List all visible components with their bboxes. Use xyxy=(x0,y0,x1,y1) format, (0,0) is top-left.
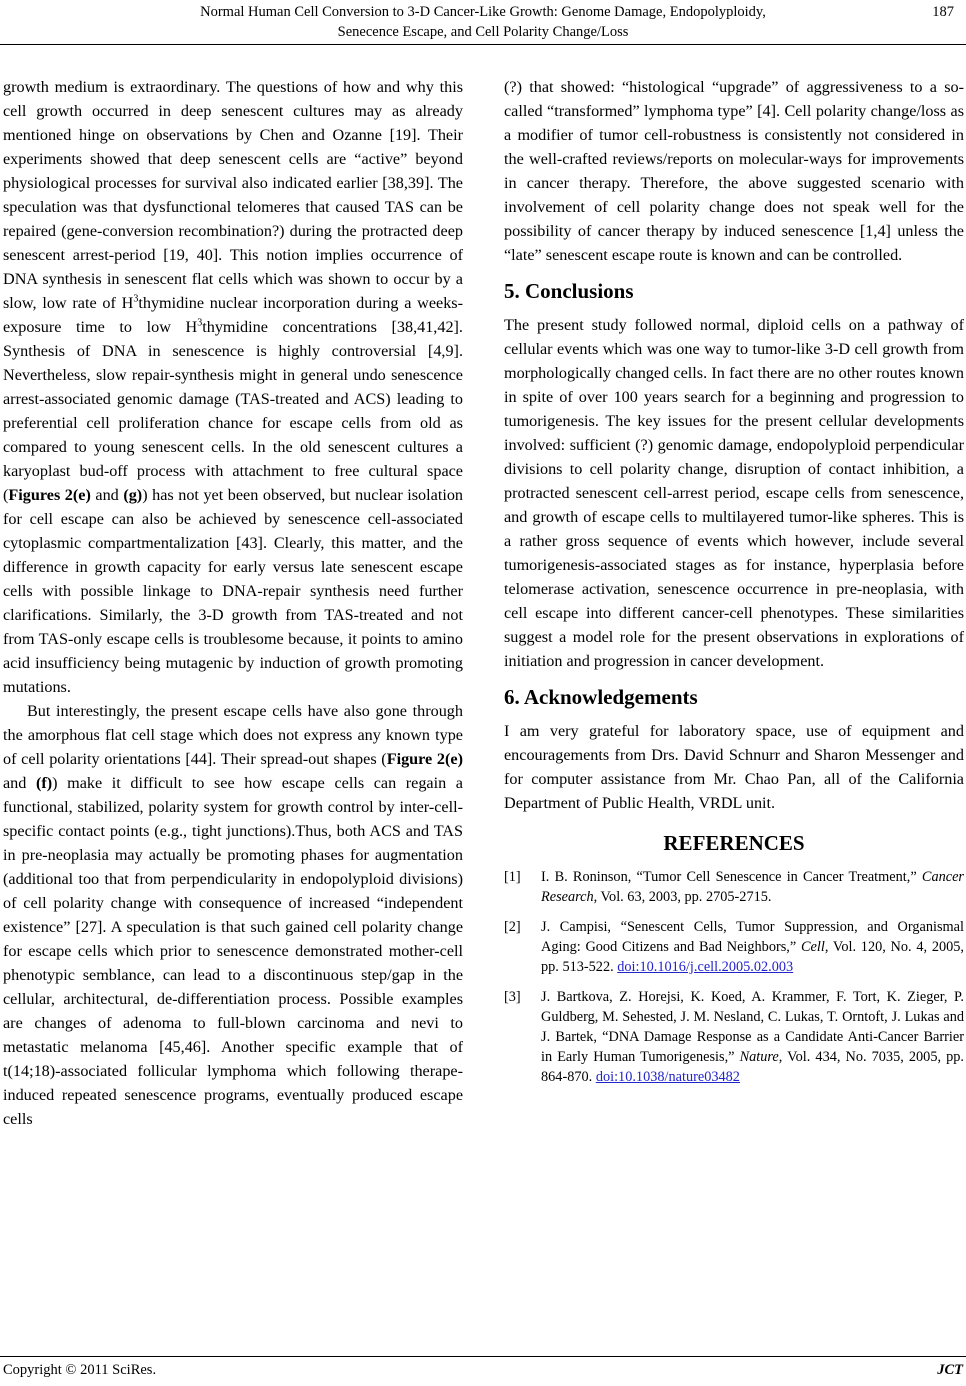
figure-ref: Figure 2(e) xyxy=(386,750,463,768)
paragraph-escape-cells xyxy=(3,699,463,1131)
reference-item xyxy=(504,917,964,977)
reference-text: , Vol. 434, No. 7035, 2005, pp. 864-870. xyxy=(541,1049,964,1085)
reference-text: , Vol. 120, No. 4, 2005, pp. 513-522. xyxy=(541,939,964,975)
running-header xyxy=(0,2,966,42)
right-column xyxy=(504,75,964,1097)
reference-text: J. Campisi, “Senescent Cells, Tumor Suppression, and Organismal Aging: Good Citizens and Bad Neighbors,” xyxy=(541,919,964,955)
section-heading-conclusions: 5. Conclusions xyxy=(504,279,634,303)
page-number: 187 xyxy=(932,4,954,20)
text-run: ) make it difficult to see how escape cells can regain a functional, stabilized, polarity system for growth control by inter-cell-specific contact points (e.g., tight junctions).Thus, both ACS and TAS in pre-neoplasia may actually be promoting phases for augmentation (additional too that from perpendicularity in endopolyploid divisions) of cell polarity change with consequence of increased “independent existence” [27]. A speculation is that such gained cell polarity change for escape cells which prior to senescence demonstrated mother-cell phenotypic semblance, can lead to a discontinuous step/gap in the cellular, architectural, de-differentiation process. Possible examples are changes of adenoma to full-blown carcinoma and nevi to metastatic melanoma [45,46]. Another specific example that of t(14;18)-associated follicular lymphoma which following therape-induced repeated senescence programs, eventually produced escape cells xyxy=(3,774,463,1128)
doi-link[interactable]: doi:10.1016/j.cell.2005.02.003 xyxy=(617,959,794,975)
paragraph-acknowledgements: I am very grateful for laboratory space, use of equipment and encouragements from Drs. David Schnurr and Sharon Messenger and for computer assistance from Mr. Chao Pan, all of the California Department of Public Health, VRDL unit. xyxy=(504,722,964,812)
text-run: ) has not yet been observed, but nuclear isolation for cell escape can also be achieved by senescence cell-associated cytoplasmic compartmentalization [43]. Clearly, this matter, and the difference in growth capacity for early versus late senescent escape cells with possible linkage to DNA-repair synthesis need further clarifications. Similarly, the 3-D growth from TAS-treated and not from TAS-only escape cells is troublesome because, it points to amino acid insufficiency being mutagenic by induction of growth promoting mutations. xyxy=(3,486,464,696)
reference-text: I. B. Roninson, “Tumor Cell Senescence in Cancer Treatment,” xyxy=(541,869,922,885)
reference-text: , Vol. 63, 2003, pp. 2705-2715. xyxy=(593,889,772,905)
copyright-notice: Copyright © 2011 SciRes. xyxy=(3,1362,157,1378)
reference-journal: Nature xyxy=(739,1049,779,1065)
paragraph-growth-medium xyxy=(3,75,463,699)
reference-list xyxy=(504,867,964,1087)
journal-abbreviation: JCT xyxy=(937,1362,963,1378)
paragraph-conclusions: The present study followed normal, diploid cells on a pathway of cellular events which was one way to tumor-like 3-D cell growth from morphologically changed cells. In fact there are no other routes known in spite of over 100 years search for a beginning and progression to tumorigenesis. The key issues for the present cellular developments involved: sufficient (?) genomic damage, endopolyploid perpendicular divisions to cell polarity change, disruption of contact inhibition, a protracted senescent cell-arrest period, escape cells from senescence, and growth of escape cells to multilayered tumor-like spheres. This is a rather gross sequence of events which however, include several tumorigenesis-associated stages as for instance, hyperplasia before telomerase activation, senescence occurrence in pre-neoplasia, with cell escape into different cancer-cell phenotypes. These similarities suggest a model role for the present observations in explorations of initiation and progression in cancer development. xyxy=(504,316,964,670)
text-run: But interestingly, the present escape cells have also gone through the amorphous flat cell stage which does not express any known type of cell polarity orientations [44]. Their spread-out shapes ( xyxy=(3,702,463,768)
figure-ref: (g) xyxy=(123,486,143,504)
superscript: 3 xyxy=(197,317,203,329)
paragraph-lymphoma: (?) that showed: “histological “upgrade” of aggressiveness to a so-called “transformed” lymphoma type” [4]. Cell polarity change/loss as a modifier of tumor cell-robustness is consistently not considered in the well-crafted reviews/reports on molecular-ways for improvements in cancer therapy. Therefore, the above suggested scenario with involvement of cell polarity change does not speak well for the possibility of cancer therapy by induced senescence [1,4] unless the “late” senescent escape route is known and can be controlled. xyxy=(504,78,964,264)
header-title-line1: Normal Human Cell Conversion to 3-D Cancer-Like Growth: Genome Damage, Endopolyploidy, xyxy=(200,4,766,20)
figure-ref: (f) xyxy=(35,774,53,792)
reference-number: [2] xyxy=(504,919,521,935)
reference-number: [1] xyxy=(504,869,521,885)
reference-number: [3] xyxy=(504,989,521,1005)
reference-item xyxy=(504,867,964,907)
reference-text: J. Bartkova, Z. Horejsi, K. Koed, A. Krammer, F. Tort, K. Zieger, P. Guldberg, M. Sehested, J. M. Nesland, C. Lukas, T. Orntoft, J. Lukas and J. Bartek, “DNA Damage Response as a Candidate Anti-Cancer Barrier in Early Human Tumorigenesis,” xyxy=(541,989,964,1065)
reference-journal: Cancer Research xyxy=(541,869,964,905)
superscript: 3 xyxy=(133,293,139,305)
text-run: and xyxy=(90,486,124,504)
header-title-line2: Senecence Escape, and Cell Polarity Change/Loss xyxy=(337,24,629,40)
references-heading: REFERENCES xyxy=(663,831,805,855)
text-run: thymidine concentrations [38,41,42]. Synthesis of DNA in senescence is highly controversial [4,9]. Nevertheless, slow repair-synthesis might in general undo senescence arrest-associated genomic damage (TAS-treated and ACS) leading to preferential cell proliferation chance for escape cells from old as compared to young senescent cells. In the old senescent cultures a karyoplast bud-off process with attachment to free cultural space ( xyxy=(3,318,463,504)
section-heading-acknowledgements: 6. Acknowledgements xyxy=(504,685,698,709)
text-run: thymidine nuclear incorporation during a weeks-exposure time to low H xyxy=(3,294,463,336)
text-run: and xyxy=(3,774,36,792)
footer-rule xyxy=(0,1356,966,1357)
doi-link[interactable]: doi:10.1038/nature03482 xyxy=(595,1069,740,1085)
text-run: growth medium is extraordinary. The questions of how and why this cell growth occurred in deep senescent cultures may as already mentioned hinge on observations by Chen and Ozanne [19]. Their experiments showed that deep senescent cells are “active” beyond physiological processes for survival also indicated earlier [38,39]. The speculation was that dysfunctional telomeres that caused TAS can be repaired (gene-conversion recombination?) during the protracted deep senescent arrest-period [19, 40]. This notion implies occurrence of DNA synthesis in senescent flat cells which was shown to occur by a slow, low rate of H xyxy=(3,78,463,312)
reference-item xyxy=(504,987,964,1087)
left-column xyxy=(3,75,463,1131)
reference-journal: Cell xyxy=(800,939,825,955)
figure-ref: Figures 2(e) xyxy=(8,486,91,504)
header-rule xyxy=(0,44,966,45)
